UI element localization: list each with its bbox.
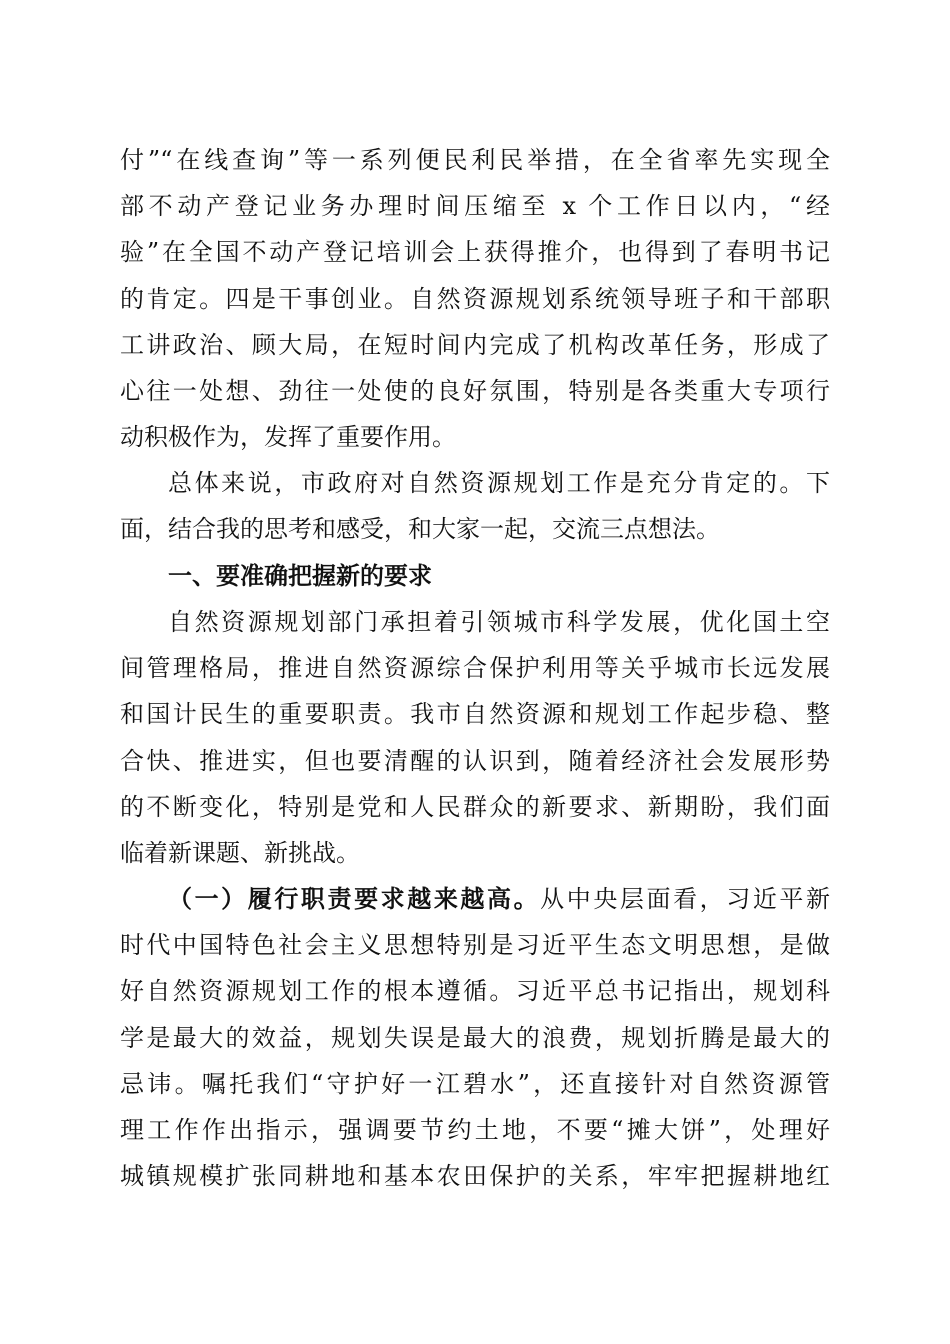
paragraph-duties: [120, 876, 830, 1199]
text-line: 临着新课题、新挑战。: [120, 838, 360, 867]
text-line: 心往一处想、劲往一处使的良好氛围，特别是各类重大专项行: [120, 376, 830, 405]
text-line: 合快、推进实，但也要清醒的认识到，随着经济社会发展形势: [120, 746, 830, 775]
paragraph-requirements: [120, 599, 830, 876]
text-line: 城镇规模扩张同耕地和基本农田保护的关系，牢牢把握耕地红: [120, 1162, 830, 1191]
text-line: 动积极作为，发挥了重要作用。: [120, 423, 456, 452]
text-line: 工讲政治、顾大局，在短时间内完成了机构改革任务，形成了: [120, 330, 830, 359]
text-line: 好自然资源规划工作的根本遵循。习近平总书记指出，规划科: [120, 977, 830, 1006]
text-line: 部不动产登记业务办理时间压缩至 x 个工作日以内，“经: [120, 192, 830, 221]
subsection-heading: （一）履行职责要求越来越高。: [168, 884, 541, 913]
text-line: 付”“在线查询”等一系列便民利民举措，在全省率先实现全: [120, 146, 830, 174]
section-heading-block: [120, 553, 830, 599]
text-line: 忌讳。嘱托我们“守护好一江碧水”，还直接针对自然资源管: [120, 1069, 830, 1098]
text-line: 验”在全国不动产登记培训会上获得推介，也得到了春明书记: [120, 238, 830, 267]
text-line: 间管理格局，推进自然资源综合保护利用等关乎城市长远发展: [120, 654, 830, 683]
text-line: 时代中国特色社会主义思想特别是习近平生态文明思想，是做: [120, 931, 830, 960]
text-run: 从中央层面看，习近平新: [540, 885, 831, 913]
text-line: 和国计民生的重要职责。我市自然资源和规划工作起步稳、整: [120, 700, 830, 729]
paragraph-continuation: [120, 137, 830, 460]
paragraph-summary: [120, 460, 830, 552]
text-line: 学是最大的效益，规划失误是最大的浪费，规划折腾是最大的: [120, 1023, 830, 1052]
text-line: 的不断变化，特别是党和人民群众的新要求、新期盼，我们面: [120, 792, 830, 821]
text-line: 总体来说，市政府对自然资源规划工作是充分肯定的。下: [168, 469, 830, 497]
text-line: 面，结合我的思考和感受，和大家一起，交流三点想法。: [120, 515, 720, 544]
text-line-lead: [120, 876, 830, 922]
section-heading: 一、要准确把握新的要求: [168, 562, 432, 590]
text-line: 自然资源规划部门承担着引领城市科学发展，优化国土空: [168, 608, 830, 636]
text-line: 理工作作出指示，强调要节约土地，不要“摊大饼”，处理好: [120, 1115, 830, 1144]
text-line: 的肯定。四是干事创业。自然资源规划系统领导班子和干部职: [120, 284, 830, 313]
